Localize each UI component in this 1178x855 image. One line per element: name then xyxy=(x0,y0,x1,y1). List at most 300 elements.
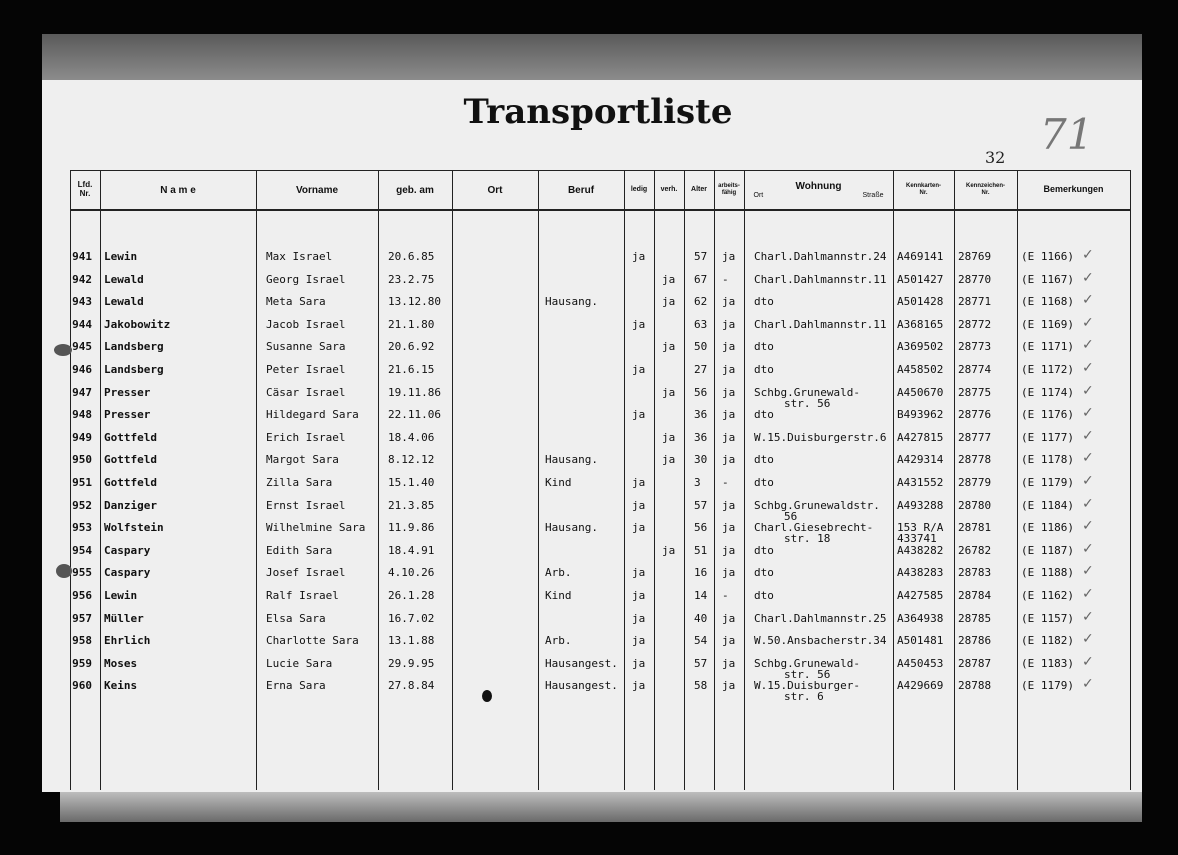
row-ledig: ja xyxy=(632,566,646,580)
check-mark-icon: ✓ xyxy=(1082,405,1094,422)
check-mark-icon: ✓ xyxy=(1082,653,1094,670)
table-row xyxy=(0,427,1178,451)
row-geb-am: 19.11.86 xyxy=(388,385,441,399)
row-arbeitsfaehig: ja xyxy=(722,543,736,557)
row-geb-am: 8.12.12 xyxy=(388,453,435,467)
row-ledig: ja xyxy=(632,611,646,625)
row-bemerkung: (E 1172) xyxy=(1021,363,1074,376)
row-wohnung: Charl.Dahlmannstr.11 xyxy=(754,317,887,331)
row-bemerkung: (E 1179) xyxy=(1021,679,1074,693)
row-beruf: Kind xyxy=(545,589,572,602)
paper-bottom-edge xyxy=(60,792,1142,822)
row-vorname: Edith Sara xyxy=(266,543,333,557)
check-mark-icon: ✓ xyxy=(1082,540,1094,557)
row-kennkarte: A438283 xyxy=(897,566,944,580)
col-header-wohnung xyxy=(744,172,893,208)
row-beruf: Arb. xyxy=(545,634,572,648)
row-arbeitsfaehig: ja xyxy=(722,430,736,444)
row-kennkarte: 153 R/A xyxy=(897,521,944,535)
row-vorname: Cäsar Israel xyxy=(266,385,346,399)
row-name: Wolfstein xyxy=(104,521,164,535)
row-vorname: Ernst Israel xyxy=(266,498,346,512)
row-bemerkung: (E 1167) xyxy=(1021,272,1074,286)
check-mark-icon: ✓ xyxy=(1082,269,1094,286)
check-mark-icon: ✓ xyxy=(1082,495,1094,512)
page-number: 32 xyxy=(985,148,1006,167)
check-mark-icon: ✓ xyxy=(1082,360,1094,376)
row-kennkarte: A429669 xyxy=(897,679,944,693)
row-nr: 956 xyxy=(72,589,92,602)
check-mark-icon: ✓ xyxy=(1082,450,1094,467)
row-beruf: Hausangest. xyxy=(545,679,618,693)
table-row xyxy=(0,586,1178,609)
row-nr: 953 xyxy=(72,521,92,535)
row-beruf: Hausang. xyxy=(545,521,598,535)
col-header-wohnung-strasse: Straße xyxy=(862,191,884,199)
row-nr: 945 xyxy=(72,340,92,354)
row-kennzeichen: 28777 xyxy=(958,430,992,444)
row-ledig: ja xyxy=(632,363,646,376)
row-alter: 14 xyxy=(694,589,708,602)
row-kennkarte: A493288 xyxy=(897,498,944,512)
row-wohnung: Charl.Dahlmannstr.24 xyxy=(754,250,887,263)
row-kennkarte: A501427 xyxy=(897,272,944,286)
row-vorname: Erna Sara xyxy=(266,679,326,693)
row-bemerkung: (E 1188) xyxy=(1021,566,1074,580)
row-arbeitsfaehig: ja xyxy=(722,340,736,354)
table-row xyxy=(0,314,1178,338)
row-verh: ja xyxy=(662,272,676,286)
row-ledig: ja xyxy=(632,589,646,602)
row-kennzeichen: 26782 xyxy=(958,543,992,557)
row-alter: 36 xyxy=(694,430,708,444)
col-header-arbeits: arbeits- xyxy=(718,183,740,190)
col-header-faehig: fähig xyxy=(721,190,737,196)
col-header-alter: Alter xyxy=(691,186,707,194)
row-name: Landsberg xyxy=(104,363,164,376)
row-name: Presser xyxy=(104,385,151,399)
col-header-wohnung-label: Wohnung xyxy=(795,180,842,192)
table-row xyxy=(0,540,1178,564)
handwritten-mark: 71 xyxy=(1040,110,1094,159)
table-row xyxy=(0,563,1178,586)
col-header-kennzeichen-label: Kennzeichen- xyxy=(965,183,1005,190)
row-name: Jakobowitz xyxy=(104,317,171,331)
row-verh: ja xyxy=(662,385,676,399)
row-kennzeichen: 28780 xyxy=(958,498,992,512)
row-nr: 955 xyxy=(72,566,92,580)
row-name: Müller xyxy=(104,611,144,625)
row-alter: 56 xyxy=(694,385,708,399)
row-vorname: Meta Sara xyxy=(266,295,326,309)
row-geb-am: 4.10.26 xyxy=(388,566,435,580)
col-header-vorname: Vorname xyxy=(295,184,339,196)
row-kennzeichen: 28776 xyxy=(958,408,992,422)
row-bemerkung: (E 1157) xyxy=(1021,611,1074,625)
row-arbeitsfaehig: ja xyxy=(722,250,736,263)
row-alter: 63 xyxy=(694,317,708,331)
row-nr: 949 xyxy=(72,430,92,444)
row-ledig: ja xyxy=(632,317,646,331)
row-kennkarte: A450670 xyxy=(897,385,944,399)
row-geb-am: 21.3.85 xyxy=(388,498,435,512)
check-mark-icon: ✓ xyxy=(1082,586,1094,602)
row-wohnung-line2: str. 56 xyxy=(784,667,831,681)
row-ledig: ja xyxy=(632,634,646,648)
col-header-kennzeichen-nr: Nr. xyxy=(981,190,990,196)
row-nr: 958 xyxy=(72,634,92,648)
row-wohnung: W.15.Duisburger- xyxy=(754,679,860,693)
row-alter: 50 xyxy=(694,340,708,354)
col-header-lfd-nr xyxy=(70,172,100,208)
row-vorname: Elsa Sara xyxy=(266,611,326,625)
row-beruf: Hausang. xyxy=(545,453,598,467)
row-geb-am: 13.1.88 xyxy=(388,634,435,648)
col-header-ledig: ledig xyxy=(630,186,648,194)
row-alter: 57 xyxy=(694,656,708,670)
row-bemerkung: (E 1187) xyxy=(1021,543,1074,557)
check-mark-icon: ✓ xyxy=(1082,631,1094,648)
row-geb-am: 20.6.92 xyxy=(388,340,435,354)
row-wohnung: dto xyxy=(754,566,774,580)
row-verh: ja xyxy=(662,340,676,354)
row-ledig: ja xyxy=(632,498,646,512)
row-name: Gottfeld xyxy=(104,453,157,467)
row-geb-am: 26.1.28 xyxy=(388,589,435,602)
table-row xyxy=(0,653,1178,681)
row-kennzeichen: 28769 xyxy=(958,250,992,263)
row-ledig: ja xyxy=(632,250,646,263)
row-geb-am: 18.4.91 xyxy=(388,543,435,557)
row-name: Lewald xyxy=(104,272,144,286)
row-kennzeichen: 28778 xyxy=(958,453,992,467)
row-vorname: Jacob Israel xyxy=(266,317,346,331)
row-bemerkung: (E 1162) xyxy=(1021,589,1074,602)
row-vorname: Susanne Sara xyxy=(266,340,346,354)
table-header-rule xyxy=(70,209,1130,211)
row-nr: 952 xyxy=(72,498,92,512)
row-wohnung: dto xyxy=(754,543,774,557)
row-kennkarte: A431552 xyxy=(897,476,944,489)
row-vorname: Wilhelmine Sara xyxy=(266,521,366,535)
col-header-kennkarten-nr: Nr. xyxy=(919,190,928,196)
row-alter: 57 xyxy=(694,250,708,263)
row-arbeitsfaehig: ja xyxy=(722,363,736,376)
row-geb-am: 13.12.80 xyxy=(388,295,441,309)
row-name: Lewin xyxy=(104,250,138,263)
row-ledig: ja xyxy=(632,408,646,422)
row-kennkarte: A438282 xyxy=(897,543,944,557)
table-row xyxy=(0,269,1178,293)
row-kennzeichen: 28772 xyxy=(958,317,992,331)
row-name: Lewin xyxy=(104,589,138,602)
col-header-nr: Nr. xyxy=(79,189,91,198)
table-row xyxy=(0,382,1178,410)
row-kennkarte: A427815 xyxy=(897,430,944,444)
row-kennzeichen: 28775 xyxy=(958,385,992,399)
row-arbeitsfaehig: ja xyxy=(722,611,736,625)
row-vorname: Margot Sara xyxy=(266,453,339,467)
row-wohnung: dto xyxy=(754,408,774,422)
row-alter: 3 xyxy=(694,476,701,489)
row-wohnung: dto xyxy=(754,589,774,602)
ink-blot xyxy=(54,344,72,356)
row-name: Landsberg xyxy=(104,340,164,354)
row-arbeitsfaehig: ja xyxy=(722,521,736,535)
row-kennkarte: A458502 xyxy=(897,363,944,376)
row-nr: 951 xyxy=(72,476,92,489)
row-kennzeichen: 28784 xyxy=(958,589,992,602)
row-nr: 954 xyxy=(72,543,92,557)
row-kennzeichen: 28773 xyxy=(958,340,992,354)
row-ledig: ja xyxy=(632,521,646,535)
row-bemerkung: (E 1171) xyxy=(1021,340,1074,354)
row-vorname: Josef Israel xyxy=(266,566,346,580)
row-arbeitsfaehig: ja xyxy=(722,634,736,648)
col-header-kennkarten-label: Kennkarten- xyxy=(905,183,941,190)
row-bemerkung: (E 1184) xyxy=(1021,498,1074,512)
check-mark-icon: ✓ xyxy=(1082,676,1094,693)
row-geb-am: 29.9.95 xyxy=(388,656,435,670)
check-mark-icon: ✓ xyxy=(1082,427,1094,444)
row-wohnung-line2: 56 xyxy=(784,509,798,523)
row-vorname: Lucie Sara xyxy=(266,656,333,670)
row-vorname: Max Israel xyxy=(266,250,333,263)
row-beruf: Arb. xyxy=(545,566,572,580)
row-arbeitsfaehig: - xyxy=(722,589,729,602)
check-mark-icon: ✓ xyxy=(1082,337,1094,354)
row-arbeitsfaehig: - xyxy=(722,272,729,286)
row-beruf: Hausang. xyxy=(545,295,598,309)
row-bemerkung: (E 1178) xyxy=(1021,453,1074,467)
col-header-beruf: Beruf xyxy=(567,184,595,196)
row-alter: 54 xyxy=(694,634,708,648)
row-name: Moses xyxy=(104,656,138,670)
row-verh: ja xyxy=(662,543,676,557)
document-title: Transportliste xyxy=(463,92,733,132)
check-mark-icon: ✓ xyxy=(1082,292,1094,309)
row-nr: 960 xyxy=(72,679,92,693)
row-kennkarte: B493962 xyxy=(897,408,944,422)
row-geb-am: 27.8.84 xyxy=(388,679,435,693)
col-header-verh: verh. xyxy=(660,186,678,194)
row-wohnung: dto xyxy=(754,295,774,309)
row-alter: 58 xyxy=(694,679,708,693)
row-vorname: Georg Israel xyxy=(266,272,346,286)
row-bemerkung: (E 1186) xyxy=(1021,521,1074,535)
row-vorname: Erich Israel xyxy=(266,430,346,444)
row-name: Gottfeld xyxy=(104,430,157,444)
row-wohnung: Schbg.Grunewald- xyxy=(754,385,860,399)
row-kennzeichen: 28788 xyxy=(958,679,992,693)
row-geb-am: 18.4.06 xyxy=(388,430,435,444)
row-nr: 950 xyxy=(72,453,92,467)
col-header-lfd: Lfd. xyxy=(77,180,93,190)
row-geb-am: 20.6.85 xyxy=(388,250,435,263)
row-kennzeichen: 28771 xyxy=(958,295,992,309)
row-bemerkung: (E 1166) xyxy=(1021,250,1074,263)
row-arbeitsfaehig: - xyxy=(722,476,729,489)
check-mark-icon: ✓ xyxy=(1082,473,1094,489)
row-verh: ja xyxy=(662,295,676,309)
row-wohnung: dto xyxy=(754,363,774,376)
row-wohnung: dto xyxy=(754,340,774,354)
row-ledig: ja xyxy=(632,679,646,693)
row-kennzeichen: 28781 xyxy=(958,521,992,535)
row-kennkarte: A450453 xyxy=(897,656,944,670)
row-nr: 946 xyxy=(72,363,92,376)
row-vorname: Charlotte Sara xyxy=(266,634,359,648)
row-arbeitsfaehig: ja xyxy=(722,408,736,422)
row-arbeitsfaehig: ja xyxy=(722,656,736,670)
row-name: Caspary xyxy=(104,543,151,557)
row-kennzeichen: 28770 xyxy=(958,272,992,286)
table-row xyxy=(0,405,1178,428)
row-vorname: Hildegard Sara xyxy=(266,408,359,422)
row-alter: 36 xyxy=(694,408,708,422)
row-alter: 67 xyxy=(694,272,708,286)
row-geb-am: 23.2.75 xyxy=(388,272,435,286)
row-geb-am: 21.1.80 xyxy=(388,317,435,331)
row-wohnung: W.50.Ansbacherstr.34 xyxy=(754,634,887,648)
row-beruf: Hausangest. xyxy=(545,656,618,670)
row-name: Gottfeld xyxy=(104,476,157,489)
row-vorname: Zilla Sara xyxy=(266,476,333,489)
row-arbeitsfaehig: ja xyxy=(722,679,736,693)
check-mark-icon: ✓ xyxy=(1082,382,1094,399)
row-kennzeichen: 28783 xyxy=(958,566,992,580)
row-nr: 959 xyxy=(72,656,92,670)
row-kennzeichen: 28787 xyxy=(958,656,992,670)
row-bemerkung: (E 1174) xyxy=(1021,385,1074,399)
row-kennzeichen: 28785 xyxy=(958,611,992,625)
row-name: Danziger xyxy=(104,498,157,512)
row-wohnung: dto xyxy=(754,476,774,489)
check-mark-icon: ✓ xyxy=(1082,563,1094,580)
row-arbeitsfaehig: ja xyxy=(722,453,736,467)
table-row xyxy=(0,518,1178,546)
row-name: Presser xyxy=(104,408,151,422)
row-nr: 943 xyxy=(72,295,92,309)
row-wohnung-line2: str. 18 xyxy=(784,532,831,546)
row-kennkarte: A364938 xyxy=(897,611,944,625)
col-header-geb-am: geb. am xyxy=(396,184,434,196)
paper-top-edge xyxy=(42,34,1142,82)
row-name: Lewald xyxy=(104,295,144,309)
col-header-ort: Ort xyxy=(487,184,503,196)
row-nr: 944 xyxy=(72,317,92,331)
row-bemerkung: (E 1179) xyxy=(1021,476,1074,489)
row-ledig: ja xyxy=(632,656,646,670)
row-bemerkung: (E 1168) xyxy=(1021,295,1074,309)
row-wohnung: Schbg.Grunewaldstr. xyxy=(754,498,880,512)
row-bemerkung: (E 1182) xyxy=(1021,634,1074,648)
table-row xyxy=(0,608,1178,632)
ink-blot xyxy=(482,690,492,702)
col-header-arbeitsfaehig xyxy=(714,172,744,208)
table-row xyxy=(0,450,1178,473)
row-arbeitsfaehig: ja xyxy=(722,385,736,399)
row-kennkarte: A429314 xyxy=(897,453,944,467)
row-nr: 957 xyxy=(72,611,92,625)
row-alter: 27 xyxy=(694,363,708,376)
row-vorname: Peter Israel xyxy=(266,363,346,376)
check-mark-icon: ✓ xyxy=(1082,314,1094,331)
table-row xyxy=(0,495,1178,523)
row-geb-am: 15.1.40 xyxy=(388,476,435,489)
row-ledig: ja xyxy=(632,476,646,489)
table-top-rule xyxy=(70,170,1130,171)
row-alter: 57 xyxy=(694,498,708,512)
col-header-wohnung-ort: Ort xyxy=(753,191,764,199)
row-wohnung-line2: str. 6 xyxy=(784,690,824,704)
row-vorname: Ralf Israel xyxy=(266,589,339,602)
row-nr: 947 xyxy=(72,385,92,399)
row-arbeitsfaehig: ja xyxy=(722,295,736,309)
table-row xyxy=(0,360,1178,383)
row-kennkarte: A501481 xyxy=(897,634,944,648)
row-arbeitsfaehig: ja xyxy=(722,566,736,580)
row-alter: 16 xyxy=(694,566,708,580)
row-geb-am: 11.9.86 xyxy=(388,521,435,535)
row-wohnung: dto xyxy=(754,453,774,467)
row-alter: 51 xyxy=(694,543,708,557)
row-arbeitsfaehig: ja xyxy=(722,317,736,331)
row-kennkarte: A369502 xyxy=(897,340,944,354)
row-wohnung: Charl.Dahlmannstr.25 xyxy=(754,611,887,625)
row-kennkarte: A427585 xyxy=(897,589,944,602)
table-row xyxy=(0,631,1178,654)
row-name: Caspary xyxy=(104,566,151,580)
table-row xyxy=(0,473,1178,496)
row-bemerkung: (E 1169) xyxy=(1021,317,1074,331)
row-kennzeichen: 28779 xyxy=(958,476,992,489)
row-bemerkung: (E 1176) xyxy=(1021,408,1074,422)
row-name: Ehrlich xyxy=(104,634,151,648)
row-wohnung: Schbg.Grunewald- xyxy=(754,656,860,670)
row-beruf: Kind xyxy=(545,476,572,489)
row-kennzeichen: 28774 xyxy=(958,363,992,376)
row-bemerkung: (E 1177) xyxy=(1021,430,1074,444)
col-header-kennzeichen xyxy=(954,172,1017,208)
row-alter: 56 xyxy=(694,521,708,535)
row-wohnung: Charl.Giesebrecht- xyxy=(754,521,874,535)
col-header-wohnung-sub xyxy=(754,192,884,200)
check-mark-icon: ✓ xyxy=(1082,608,1094,625)
row-name: Keins xyxy=(104,679,138,693)
row-alter: 40 xyxy=(694,611,708,625)
row-wohnung: W.15.Duisburgerstr.6 xyxy=(754,430,887,444)
col-header-kennkarten xyxy=(893,172,954,208)
row-geb-am: 16.7.02 xyxy=(388,611,435,625)
col-header-name: N a m e xyxy=(160,184,196,196)
row-verh: ja xyxy=(662,453,676,467)
row-arbeitsfaehig: ja xyxy=(722,498,736,512)
row-nr: 948 xyxy=(72,408,92,422)
row-wohnung-line2: str. 56 xyxy=(784,396,831,410)
row-verh: ja xyxy=(662,430,676,444)
check-mark-icon: ✓ xyxy=(1082,247,1094,263)
row-kennkarte-line2: 433741 xyxy=(897,532,937,546)
row-geb-am: 22.11.06 xyxy=(388,408,441,422)
row-alter: 30 xyxy=(694,453,708,467)
row-nr: 942 xyxy=(72,272,92,286)
row-kennzeichen: 28786 xyxy=(958,634,992,648)
row-nr: 941 xyxy=(72,250,92,263)
row-kennkarte: A469141 xyxy=(897,250,944,263)
ink-blot xyxy=(56,564,72,578)
row-geb-am: 21.6.15 xyxy=(388,363,435,376)
